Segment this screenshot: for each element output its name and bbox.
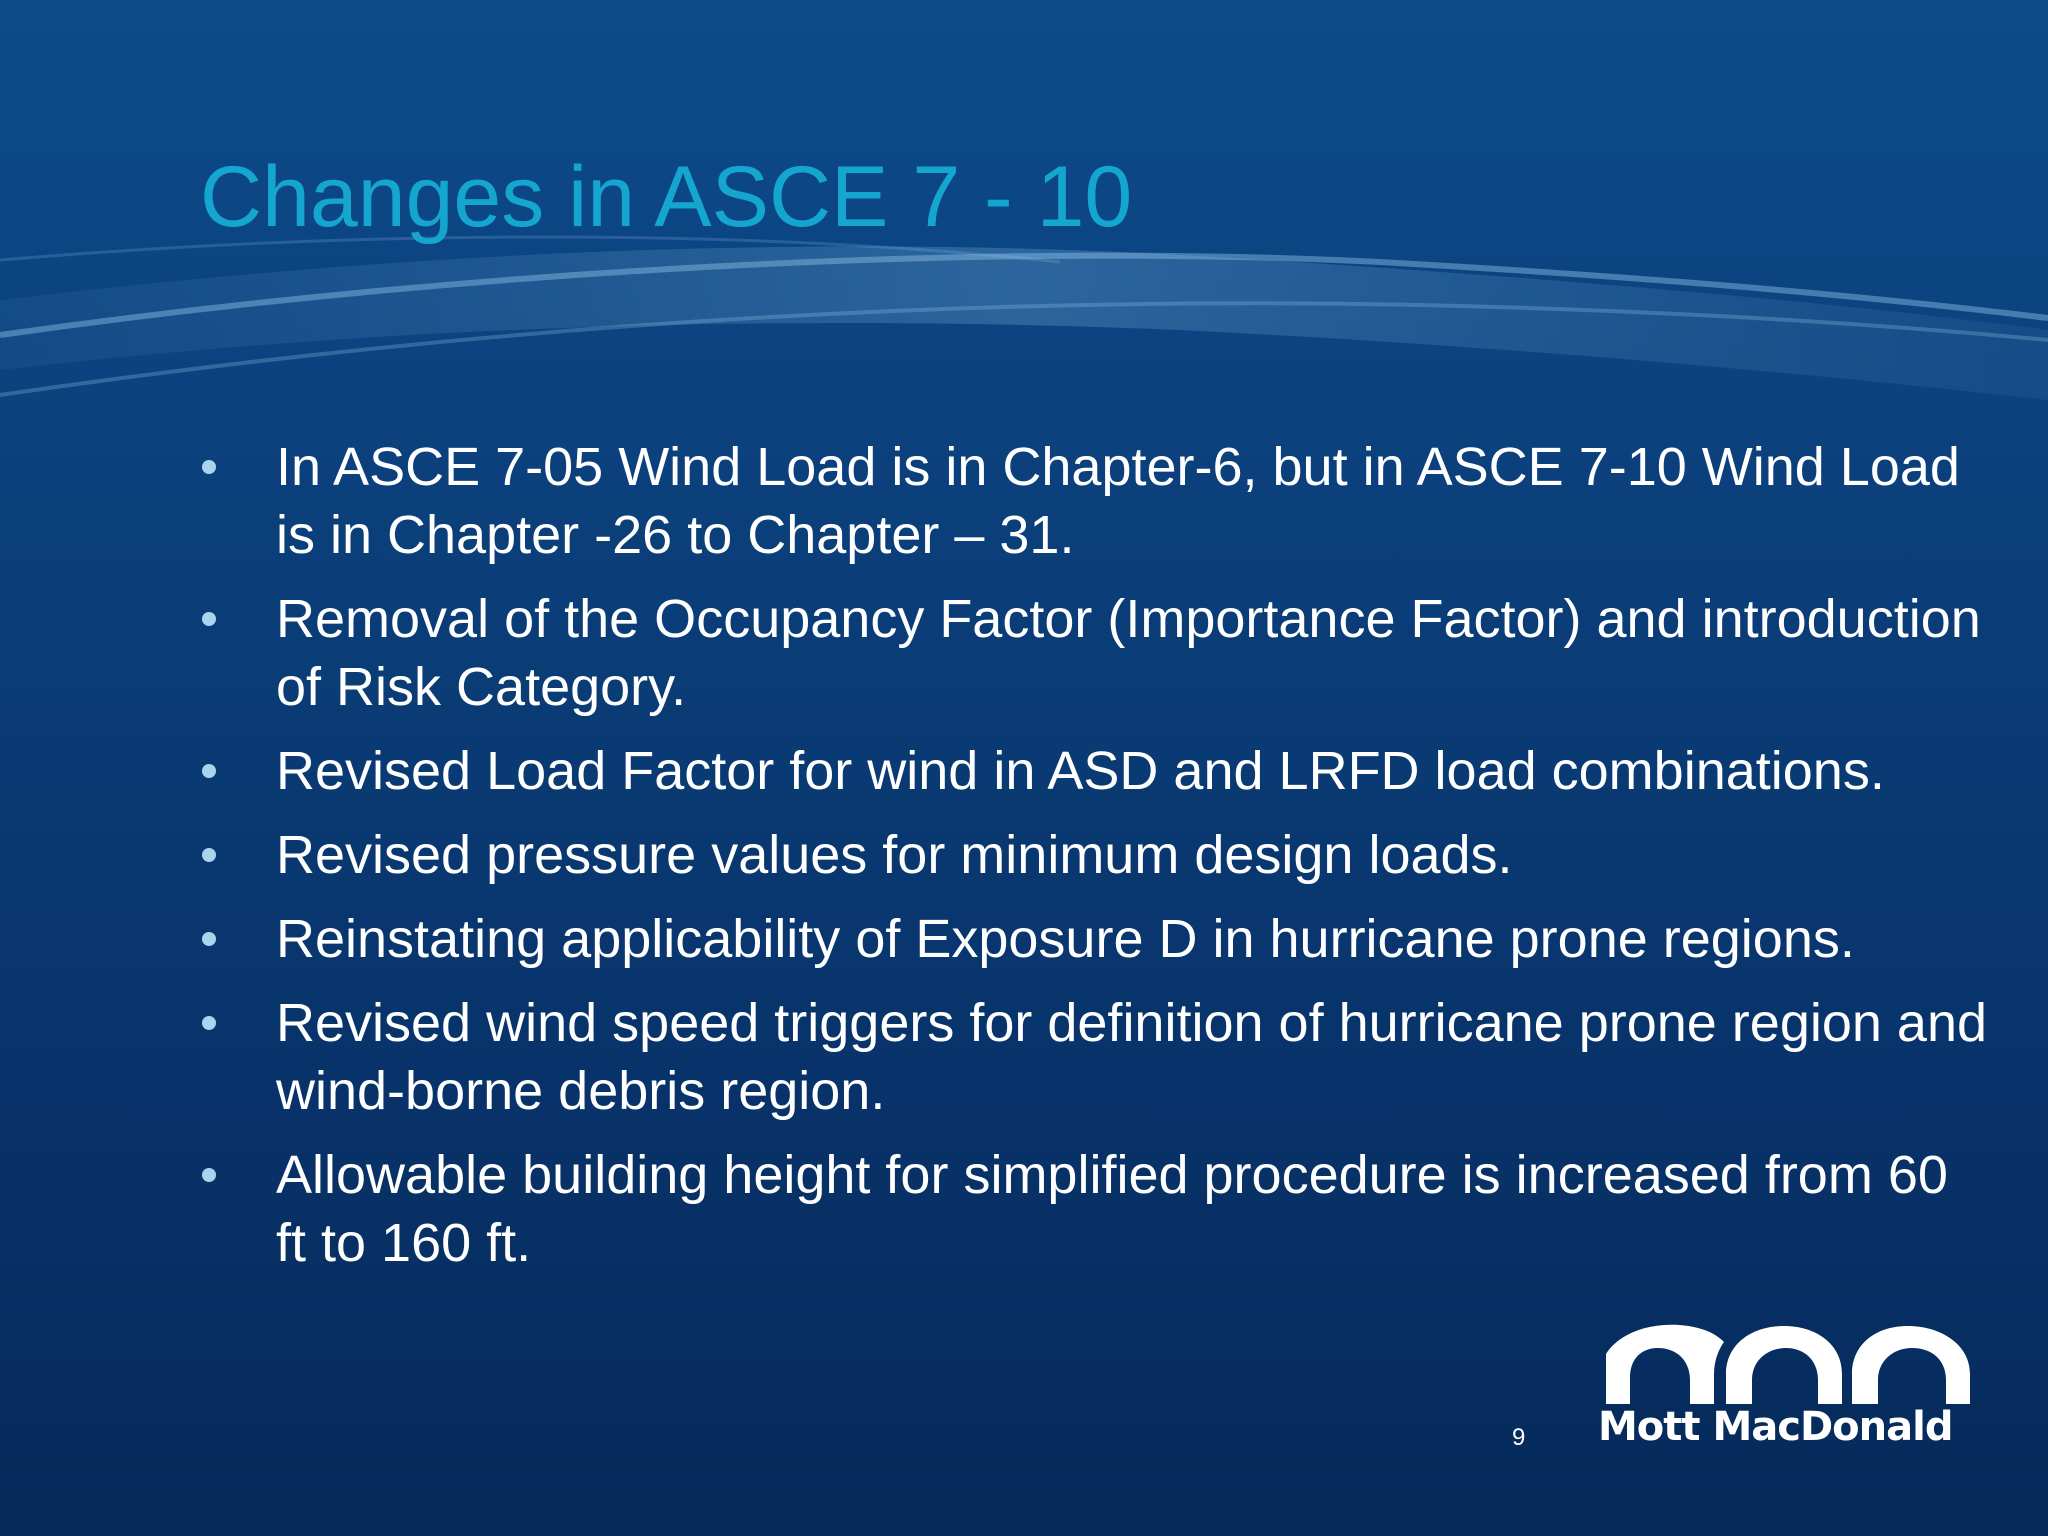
bullet-item [200,989,1990,1125]
bullet-item [200,585,1990,721]
logo-text: Mott MacDonald [1598,1404,1953,1450]
bullet-dot-icon [202,848,216,862]
bullet-dot-icon [202,1016,216,1030]
bullet-item [200,433,1990,569]
bullet-text: Revised Load Factor for wind in ASD and LRFD load combinations. [276,741,1885,801]
bullet-dot-icon [202,1168,216,1182]
company-logo [1598,1322,1970,1452]
bullet-dot-icon [202,612,216,626]
slide-title: Changes in ASCE 7 - 10 [200,149,1133,245]
bullet-text: In ASCE 7-05 Wind Load is in Chapter-6, but in ASCE 7-10 Wind Load is in Chapter -26 to Chapter – 31. [276,437,1960,565]
bullet-text: Revised wind speed triggers for definition of hurricane prone region and wind-borne debris region. [276,993,1988,1121]
bullet-dot-icon [202,460,216,474]
page-number: 9 [1512,1424,1526,1451]
mott-macdonald-arches-icon [1606,1322,1970,1404]
bullet-text: Removal of the Occupancy Factor (Importance Factor) and introduction of Risk Category. [276,589,1981,717]
bullet-dot-icon [202,932,216,946]
bullet-dot-icon [202,764,216,778]
bullet-item [200,737,1990,805]
bullet-item [200,821,1990,889]
bullet-item [200,905,1990,973]
bullet-text: Revised pressure values for minimum design loads. [276,825,1513,885]
bullet-item [200,1141,1990,1277]
bullet-list [200,433,1990,1293]
bullet-text: Reinstating applicability of Exposure D in hurricane prone regions. [276,909,1855,969]
bullet-text: Allowable building height for simplified procedure is increased from 60 ft to 160 ft. [276,1145,1948,1273]
